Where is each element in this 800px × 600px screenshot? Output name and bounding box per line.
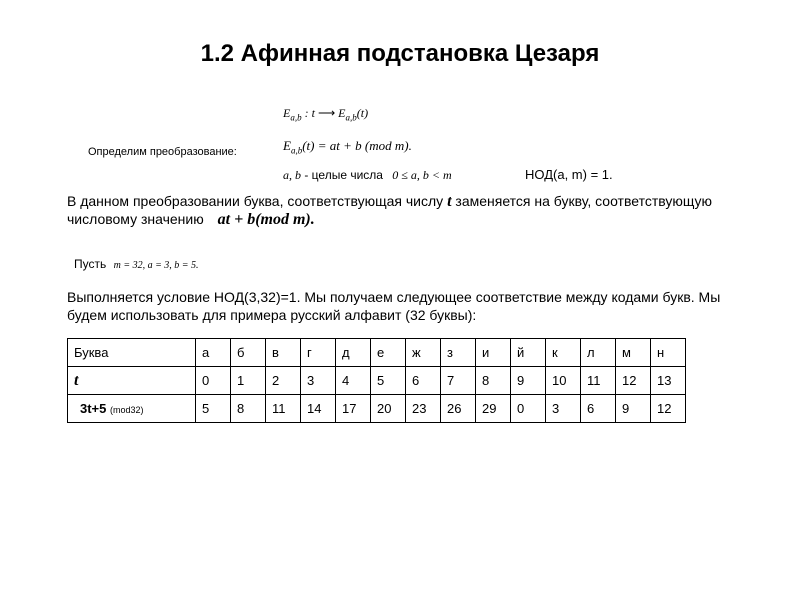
- letter-cell: ж: [406, 339, 441, 367]
- letter-cell: е: [371, 339, 406, 367]
- letter-cell: к: [546, 339, 581, 367]
- mapped-cell: 0: [511, 395, 546, 423]
- paragraph-1-text-b: заменяется на букву, соответствующую: [455, 193, 713, 209]
- t-cell: 0: [196, 367, 231, 395]
- t-cell: 9: [511, 367, 546, 395]
- mapped-cell: 5: [196, 395, 231, 423]
- let-formula: m = 32, a = 3, b = 5.: [113, 260, 199, 271]
- t-cell: 12: [616, 367, 651, 395]
- t-cell: 11: [581, 367, 616, 395]
- letter-cell: а: [196, 339, 231, 367]
- t-cell: 3: [301, 367, 336, 395]
- t-cell: 10: [546, 367, 581, 395]
- t-cell: 8: [476, 367, 511, 395]
- params-text: - целые числа: [304, 168, 383, 182]
- row-header-t-text: t: [74, 371, 79, 389]
- letter-cell: й: [511, 339, 546, 367]
- letter-cell: г: [301, 339, 336, 367]
- letter-cell: д: [336, 339, 371, 367]
- mapped-cell: 26: [441, 395, 476, 423]
- t-cell: 2: [266, 367, 301, 395]
- mapped-cell: 12: [651, 395, 686, 423]
- params-range: 0 ≤ a, b < m: [392, 168, 452, 182]
- paragraph-2-line-1: Выполняется условие НОД(3,32)=1. Мы получаем следующее соответствие между кодами букв. Мы: [67, 289, 721, 305]
- gcd-condition: НОД(a, m) = 1.: [525, 167, 613, 182]
- paragraph-1-text-a: В данном преобразовании буква, соответствующая числу: [67, 193, 444, 209]
- t-cell: 4: [336, 367, 371, 395]
- letter-cell: л: [581, 339, 616, 367]
- mapped-cell: 23: [406, 395, 441, 423]
- letter-cell: б: [231, 339, 266, 367]
- letter-cell: в: [266, 339, 301, 367]
- paragraph-2-line-2: будем использовать для примера русский алфавит (32 буквы):: [67, 307, 477, 323]
- row-header-t: [68, 367, 196, 395]
- row-header-letter: Буква: [68, 339, 196, 367]
- letter-cell: м: [616, 339, 651, 367]
- t-cell: 6: [406, 367, 441, 395]
- definition-label: Определим преобразование:: [88, 146, 237, 158]
- row-header-mapped-mod: (mod32): [110, 405, 144, 415]
- let-label: Пусть: [74, 257, 107, 271]
- mapped-cell: 6: [581, 395, 616, 423]
- mapped-cell: 29: [476, 395, 511, 423]
- mapped-cell: 17: [336, 395, 371, 423]
- letter-cell: з: [441, 339, 476, 367]
- table-row-mapped: [68, 395, 686, 423]
- row-header-mapped-expr: 3t+5: [80, 401, 107, 416]
- mapped-cell: 14: [301, 395, 336, 423]
- params-prefix: a, b: [283, 168, 301, 182]
- letter-cell: и: [476, 339, 511, 367]
- table-row-letters: [68, 339, 686, 367]
- page-title: 1.2 Афинная подстановка Цезаря: [200, 40, 600, 67]
- table-row-t: [68, 367, 686, 395]
- let-line: [74, 257, 199, 271]
- paragraph-1-line-2: [67, 210, 315, 229]
- row-header-mapped: [68, 395, 196, 423]
- paragraph-1-line-1: [67, 192, 712, 211]
- t-cell: 1: [231, 367, 266, 395]
- formula-definition: $E_{a,b}(t)$ = at + b (mod m).: [283, 138, 412, 156]
- t-cell: 7: [441, 367, 476, 395]
- alphabet-table: [67, 338, 686, 423]
- paragraph-1-formula: at + b(mod m).: [217, 211, 315, 228]
- paragraph-1-text-c: числовому значению: [67, 211, 204, 227]
- letter-cell: н: [651, 339, 686, 367]
- mapped-cell: 11: [266, 395, 301, 423]
- params-line: [283, 168, 452, 183]
- mapped-cell: 9: [616, 395, 651, 423]
- paragraph-1-variable-t: t: [447, 193, 452, 210]
- t-cell: 5: [371, 367, 406, 395]
- formula-mapping: $E_{a,b}$ : t ⟶ $E_{a,b}(t)$: [283, 106, 369, 123]
- mapped-cell: 20: [371, 395, 406, 423]
- t-cell: 13: [651, 367, 686, 395]
- mapped-cell: 8: [231, 395, 266, 423]
- mapped-cell: 3: [546, 395, 581, 423]
